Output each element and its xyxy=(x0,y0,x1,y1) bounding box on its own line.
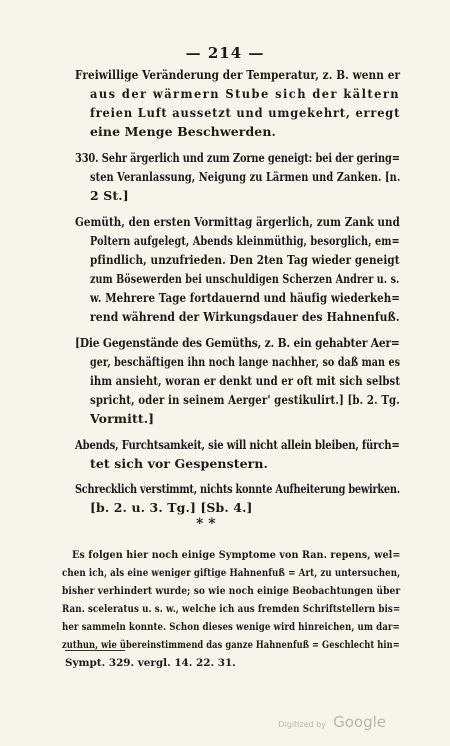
note-line-5: her sammeln konnte. Schon dieses wenige wird hinreichen, um dar= xyxy=(62,621,400,633)
note-line-6: zuthun, wie übereinstimmend das ganze Hahnenfuß = Geschlecht hin= xyxy=(62,639,400,651)
note-line-4: Ran. sceleratus u. s. w., welche ich aus fremden Schriftstellern bis= xyxy=(62,603,401,615)
text-line-12: w. Mehrere Tage fortdauernd und häufig wiederkeh= xyxy=(90,290,400,305)
text-line-13: rend während der Wirkungsdauer des Hahnenfuß. xyxy=(90,309,400,324)
section-stars: * * xyxy=(196,516,216,532)
text-line-21: Schrecklich verstimmt, nichts konnte Aufheiterung bewirken. xyxy=(75,481,400,496)
text-line-3: freien Luft aussetzt und umgekehrt, erregt xyxy=(90,105,401,120)
watermark-prefix: Digitized by xyxy=(278,720,326,729)
text-line-4: eine Menge Beschwerden. xyxy=(90,124,277,139)
text-line-10: pfindlich, unzufrieden. Den 2ten Tag wieder geneigt xyxy=(90,252,400,267)
text-line-22: [b. 2. u. 3. Tg.] [Sb. 4.] xyxy=(90,500,253,515)
text-line-15: ger, beschäftigen ihn noch lange nachher, so daß man es xyxy=(90,354,401,369)
footnote: Sympt. 329. vergl. 14. 22. 31. xyxy=(65,657,236,669)
text-line-2: aus der wärmern Stube sich der kältern xyxy=(90,86,401,101)
text-line-14: [Die Gegenstände des Gemüths, z. B. ein gehabter Aer= xyxy=(75,335,400,350)
text-line-20: tet sich vor Gespenstern. xyxy=(90,456,268,471)
text-line-1: Freiwillige Veränderung der Temperatur, z. B. wenn er xyxy=(75,67,401,82)
text-line-18: Vormitt.] xyxy=(90,411,155,426)
note-line-3: bisher verhindert wurde; so wie noch einige Beobachtungen über xyxy=(62,585,401,597)
text-line-11: zum Bösewerden bei unschuldigen Scherzen Andrer u. s. xyxy=(90,271,400,286)
note-line-1: Es folgen hier noch einige Symptome von Ran. repens, wel= xyxy=(72,549,401,561)
footnote-rule xyxy=(65,650,125,651)
google-watermark xyxy=(278,712,386,731)
text-line-6: sten Veranlassung, Neigung zu Lärmen und Zanken. [n. xyxy=(90,169,401,184)
text-line-17: spricht, oder in seinem Aerger' gestikulirt.] [b. 2. Tg. xyxy=(90,392,400,407)
note-line-2: chen ich, als eine weniger giftige Hahnenfuß = Art, zu untersuchen, xyxy=(62,567,401,579)
text-line-8: Gemüth, den ersten Vormittag ärgerlich, zum Zank und xyxy=(75,214,400,229)
text-line-9: Poltern aufgelegt, Abends kleinmüthig, besorglich, em= xyxy=(90,233,400,248)
text-line-5: 330. Sehr ärgerlich und zum Zorne geneigt: bei der gering= xyxy=(75,150,400,165)
text-line-7: 2 St.] xyxy=(90,188,129,203)
text-line-19: Abends, Furchtsamkeit, sie will nicht allein bleiben, fürch= xyxy=(75,437,400,452)
page-number: — 214 — xyxy=(185,44,265,62)
text-line-16: ihm ansieht, woran er denkt und er oft mit sich selbst xyxy=(90,373,401,388)
google-logo: Google xyxy=(333,713,386,731)
